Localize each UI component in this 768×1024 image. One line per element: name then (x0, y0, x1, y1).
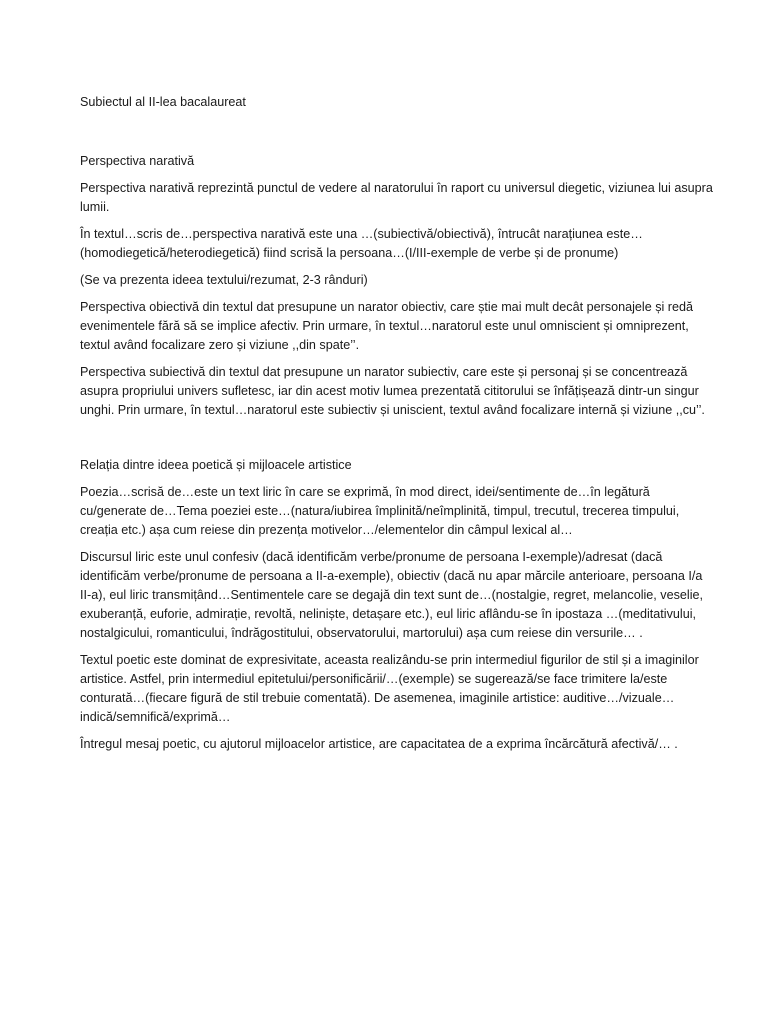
paragraph: Discursul liric este unul confesiv (dacă identificăm verbe/pronume de persoana I-exemple)/adresat (dacă identificăm verbe/pronume de persoana a II-a-exemple), obiectiv (dacă nu apar mărcile anterioare, persoana I/a II-a), eul liric transmițând…Sentimentele care se degajă din text sunt de…(nostalgie, regret, melancolie, veselie, exuberanță, euforie, admirație, revoltă, neliniște, detașare etc.), eul liric aflându-se în ipostaza …(meditativului, nostalgicului, romanticului, îndrăgostitului, observatorului, martorului) așa cum reiese din versurile… . (80, 550, 703, 640)
paragraph: Perspectiva obiectivă din textul dat presupune un narator obiectiv, care știe mai mult decât personajele și redă evenimentele fără să se implice afectiv. Prin urmare, în textul…naratorul este unul omniscient și omniprezent, textul având focalizare zero și viziune ,,din spate’’. (80, 300, 693, 352)
paragraph: Poezia…scrisă de…este un text liric în care se exprimă, în mod direct, idei/sentimente de…în legătură cu/generate de…Tema poeziei este…(natura/iubirea împlinită/neîmplinită, timpul, trecutul, trecerea timpului, creația etc.) așa cum reiese din prezența motivelor…/elementelor din câmpul lexical al… (80, 485, 680, 537)
paragraph: În textul…scris de…perspectiva narativă este una …(subiectivă/obiectivă), întrucât narațiunea este…(homodiegetică/heterodiegetică) fiind scrisă la persoana…(I/III-exemple de verbe și de pronume) (80, 227, 643, 260)
paragraph: Perspectiva narativă reprezintă punctul de vedere al naratorului în raport cu universul diegetic, viziunea lui asupra lumii. (80, 181, 713, 214)
section-heading-narrative-perspective: Perspectiva narativă (80, 154, 195, 168)
section-heading-poetic-idea: Relația dintre ideea poetică și mijloacele artistice (80, 458, 352, 472)
document-body (80, 93, 716, 762)
paragraph: (Se va prezenta ideea textului/rezumat, 2-3 rânduri) (80, 273, 368, 287)
document-title: Subiectul al II-lea bacalaureat (80, 95, 246, 109)
paragraph: Textul poetic este dominat de expresivitate, aceasta realizându-se prin intermediul figurilor de stil și a imaginilor artistice. Astfel, prin intermediul epitetului/personificării/…(exemple) se sugerează/se face trimitere la/este conturată…(fiecare figură de stil trebuie comentată). De asemenea, imaginile artistice: auditive…/vizuale…indică/semnifică/exprimă… (80, 653, 699, 724)
paragraph: Perspectiva subiectivă din textul dat presupune un narator subiectiv, care este și personaj și se concentrează asupra propriului univers sufletesc, iar din acest motiv lumea prezentată cititorului se înfățișează dintr-un singur unghi. Prin urmare, în textul…naratorul este subiectiv și uniscient, textul având focalizare internă și viziune ,,cu’’. (80, 365, 705, 417)
paragraph: Întregul mesaj poetic, cu ajutorul mijloacelor artistice, are capacitatea de a exprima încărcătură afectivă/… . (80, 737, 678, 751)
